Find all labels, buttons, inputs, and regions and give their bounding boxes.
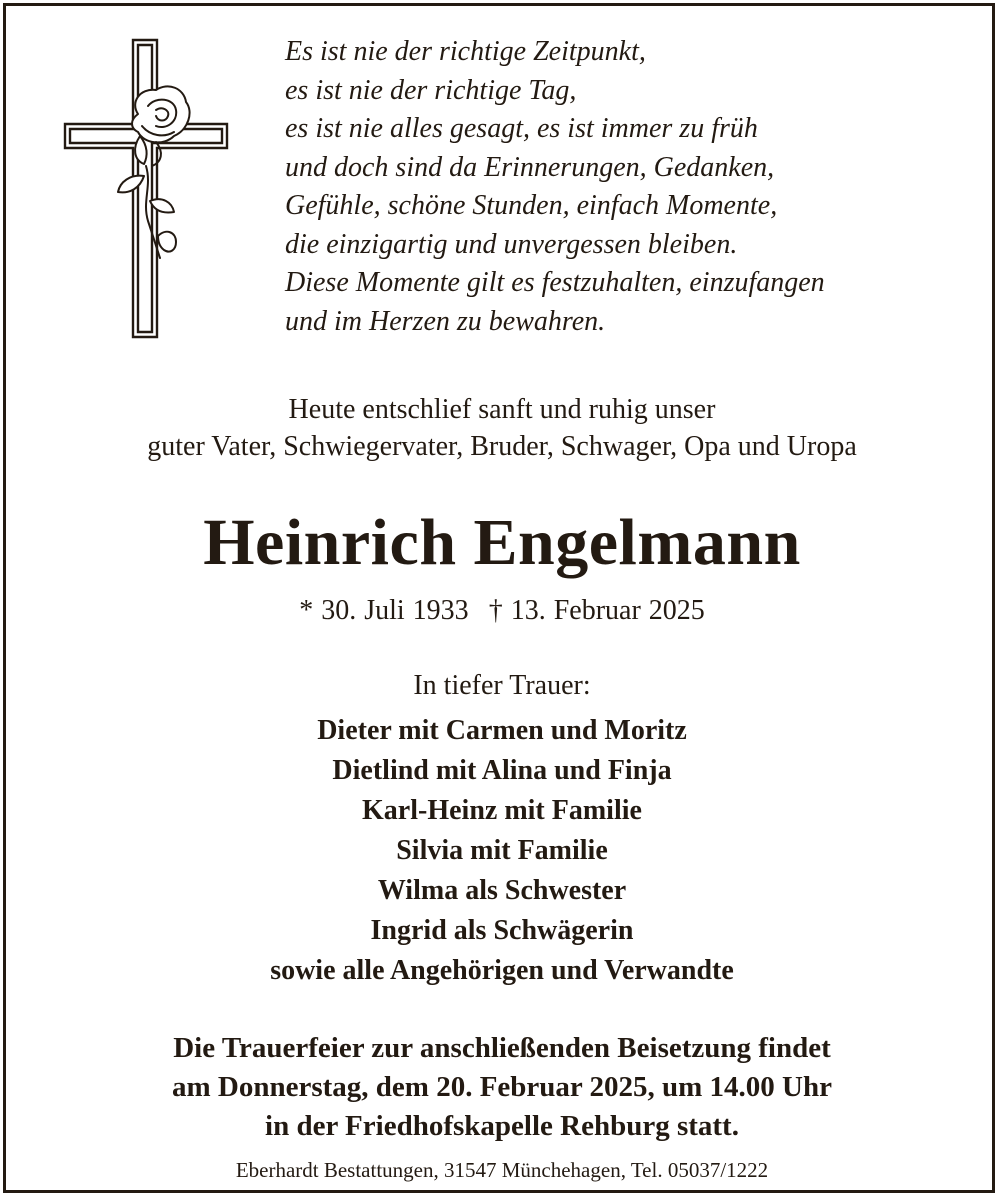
deceased-name: Heinrich Engelmann bbox=[203, 506, 801, 579]
intro-text bbox=[0, 391, 1004, 465]
funeral-home-footer: Eberhardt Bestattungen, 31547 Münchehagen, Tel. 05037/1222 bbox=[235, 1158, 769, 1182]
ceremony-line: Die Trauerfeier zur anschließenden Beisetzung findet bbox=[173, 1032, 831, 1064]
poem-line: Es ist nie der richtige Zeitpunkt, bbox=[285, 36, 646, 67]
birth-date: * 30. Juli 1933 bbox=[299, 595, 469, 626]
life-dates bbox=[0, 591, 1004, 631]
mourner-entry: Karl-Heinz mit Familie bbox=[362, 795, 642, 826]
mourner-entry: Dieter mit Carmen und Moritz bbox=[317, 715, 687, 746]
mourner-entry: Wilma als Schwester bbox=[377, 875, 627, 906]
ceremony-info bbox=[0, 1029, 1004, 1146]
death-date: † 13. Februar 2025 bbox=[488, 595, 705, 626]
cross-with-rose-icon bbox=[60, 36, 234, 341]
poem-line: Gefühle, schöne Stunden, einfach Momente, bbox=[285, 190, 778, 221]
poem-line: Diese Momente gilt es festzuhalten, einzufangen bbox=[285, 267, 825, 298]
poem-line: die einzigartig und unvergessen bleiben. bbox=[285, 228, 738, 260]
poem-line: es ist nie der richtige Tag, bbox=[285, 74, 577, 106]
ceremony-line: am Donnerstag, dem 20. Februar 2025, um 14.00 Uhr bbox=[172, 1071, 832, 1103]
poem-line: und doch sind da Erinnerungen, Gedanken, bbox=[285, 151, 775, 183]
poem-line: es ist nie alles gesagt, es ist immer zu früh bbox=[285, 113, 758, 144]
ceremony-line: in der Friedhofskapelle Rehburg statt. bbox=[265, 1110, 739, 1142]
poem bbox=[285, 33, 975, 341]
mourner-entry: Ingrid als Schwägerin bbox=[370, 915, 634, 946]
intro-line: guter Vater, Schwiegervater, Bruder, Schwager, Opa und Uropa bbox=[147, 431, 857, 462]
intro-line: Heute entschlief sanft und ruhig unser bbox=[288, 394, 716, 425]
mourners-list bbox=[0, 711, 1004, 991]
mourner-entry: Dietlind mit Alina und Finja bbox=[332, 755, 672, 786]
mourner-entry: Silvia mit Familie bbox=[396, 835, 608, 866]
mourning-heading: In tiefer Trauer: bbox=[413, 670, 591, 701]
mourner-entry: sowie alle Angehörigen und Verwandte bbox=[270, 955, 734, 986]
poem-line: und im Herzen zu bewahren. bbox=[285, 305, 606, 337]
